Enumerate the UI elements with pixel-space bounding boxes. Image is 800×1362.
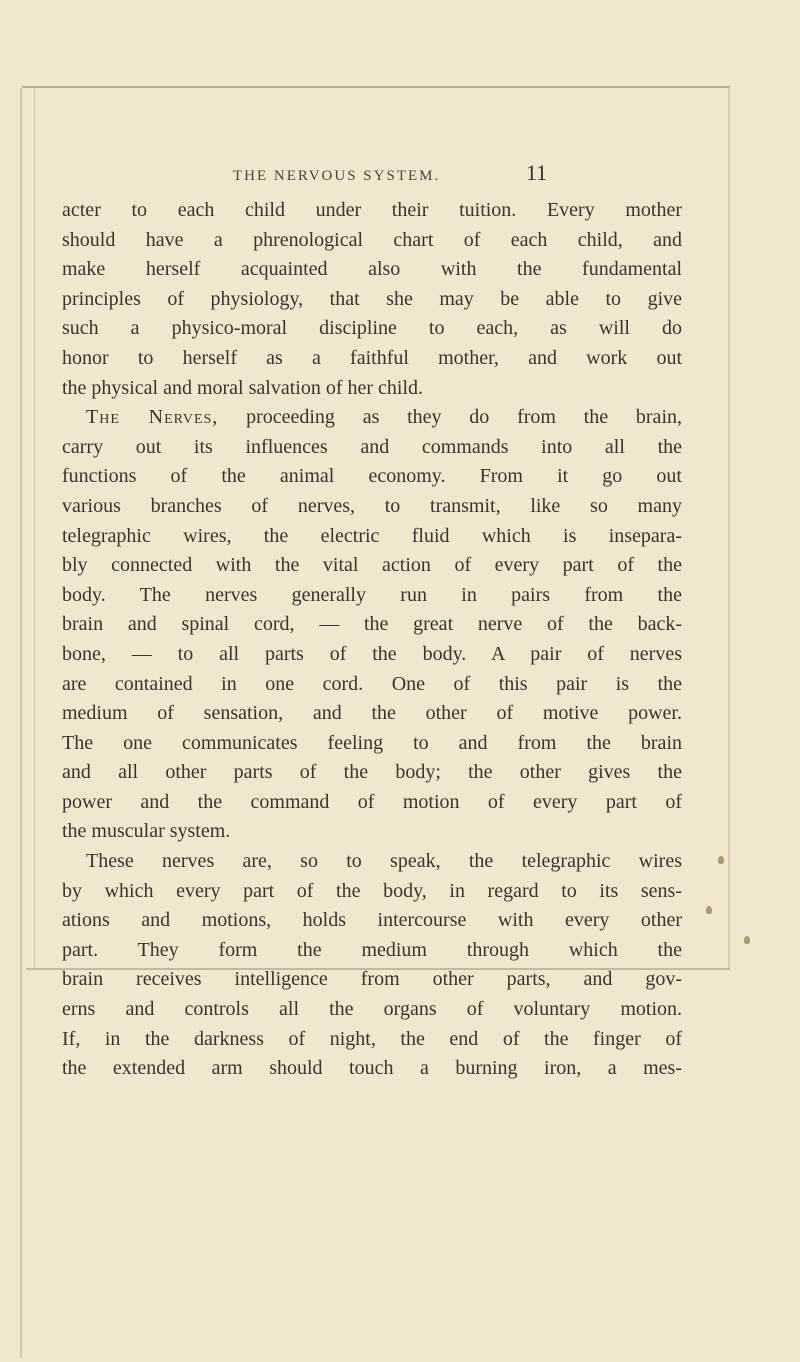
text-line: are contained in one cord. One of this pair is the [62, 672, 682, 695]
text-line: the physical and moral salvation of her child. [62, 376, 424, 399]
text-line: bone, — to all parts of the body. A pair of nerves [62, 642, 682, 665]
text-line: functions of the animal economy. From it go out [62, 465, 682, 488]
text-line: The one communicates feeling to and from the brain [62, 731, 682, 754]
page-edge-inner-left [34, 88, 35, 968]
text-line: telegraphic wires, the electric fluid which is insepara- [62, 524, 682, 547]
running-head [60, 158, 720, 188]
text-line: the extended arm should touch a burning iron, a mes- [62, 1057, 682, 1080]
text-line: These nerves are, so to speak, the telegraphic wires [86, 850, 682, 873]
page-edge-top [22, 86, 730, 88]
running-title: THE NERVOUS SYSTEM. [233, 168, 441, 184]
text-line: body. The nerves generally run in pairs from the [62, 583, 682, 606]
text-line: by which every part of the body, in regard to its sens- [62, 879, 682, 902]
text-line: brain and spinal cord, — the great nerve of the back- [62, 613, 682, 636]
page-edge-left [20, 88, 22, 1358]
text-line: ations and motions, holds intercourse with every other [62, 909, 682, 932]
text-line: power and the command of motion of every part of [62, 790, 682, 813]
text-line: such a physico-moral discipline to each, as will do [62, 317, 682, 340]
text-line: should have a phrenological chart of each child, and [62, 228, 682, 251]
text-line: bly connected with the vital action of every part of the [62, 554, 682, 577]
text-line: principles of physiology, that she may be able to give [62, 287, 682, 310]
text-line: the muscular system. [62, 820, 231, 843]
text-line: honor to herself as a faithful mother, and work out [62, 346, 682, 369]
text-line: erns and controls all the organs of voluntary motion. [62, 998, 682, 1021]
ink-speck [718, 856, 724, 864]
text-line: various branches of nerves, to transmit, like so many [62, 494, 682, 517]
text-line: part. They form the medium through which the [62, 938, 682, 961]
paragraph-start-line [62, 403, 682, 433]
ink-speck [744, 936, 750, 944]
body-text [62, 196, 682, 1084]
text-line: and all other parts of the body; the other gives the [62, 761, 682, 784]
text-line-rest: proceeding as they do from the brain, [246, 406, 682, 429]
small-caps-lead: The Nerves, [86, 406, 219, 429]
text-line: make herself acquainted also with the fundamental [62, 258, 682, 281]
text-line: If, in the darkness of night, the end of the finger of [62, 1027, 682, 1050]
ink-speck [706, 906, 712, 914]
text-line: carry out its influences and commands into all the [62, 435, 682, 458]
page-number: 11 [526, 160, 548, 185]
page-edge-right [728, 88, 730, 968]
text-line: brain receives intelligence from other parts, and gov- [62, 968, 682, 991]
text-line: medium of sensation, and the other of motive power. [62, 702, 682, 725]
text-line: acter to each child under their tuition. Every mother [62, 199, 682, 221]
